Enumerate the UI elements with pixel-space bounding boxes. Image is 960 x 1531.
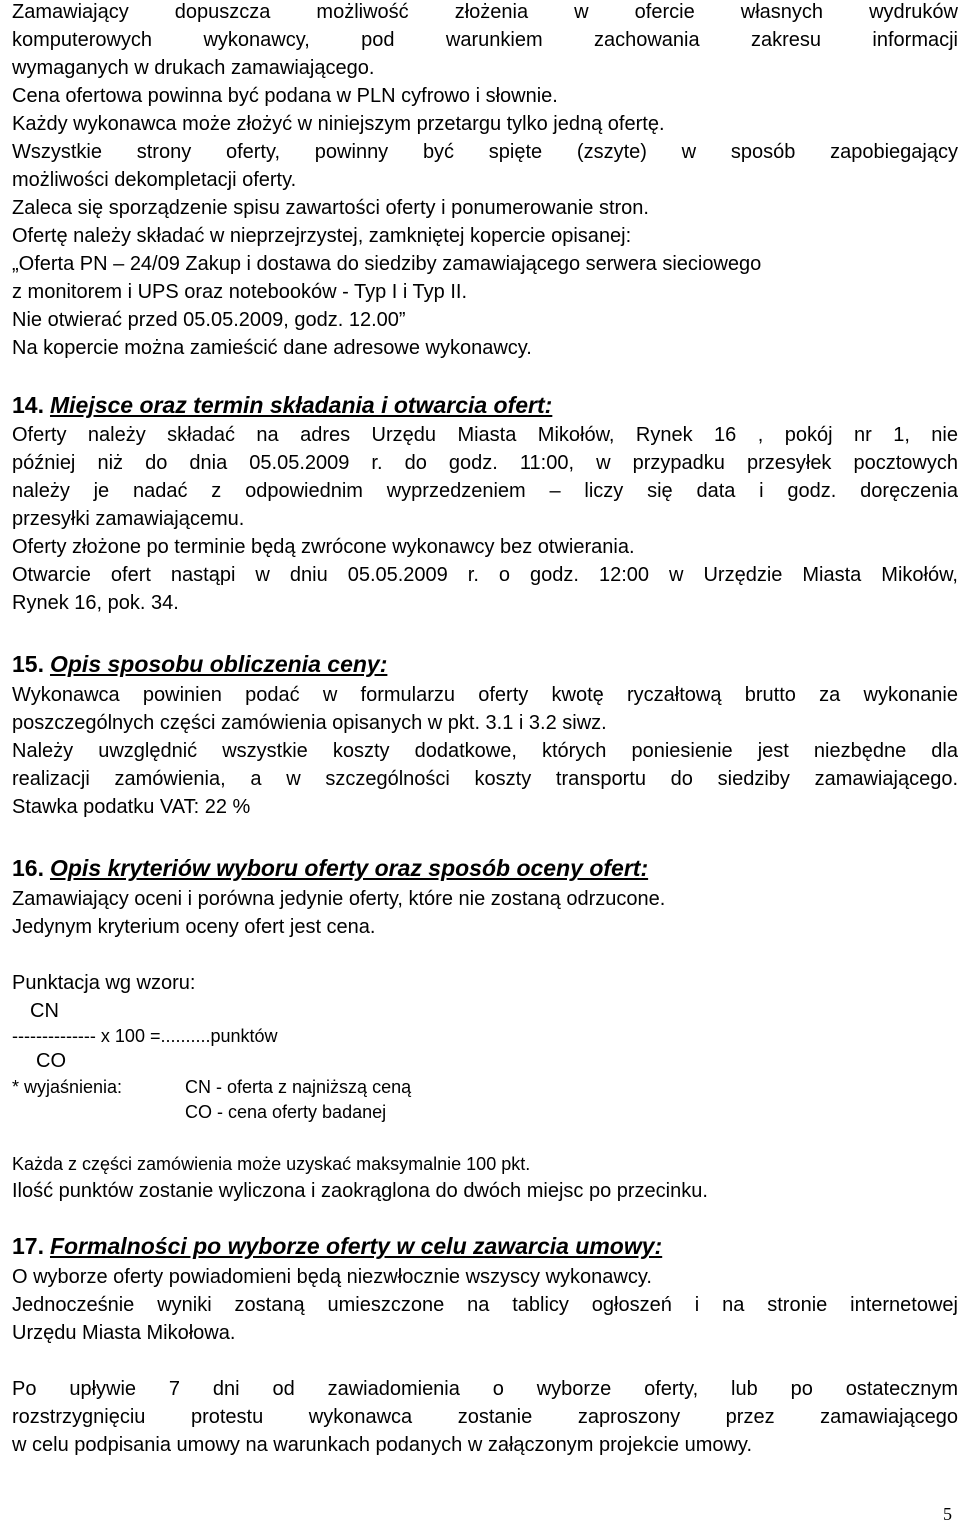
intro-line: komputerowych wykonawcy, pod warunkiem zachowania zakresu informacji [12, 29, 958, 51]
section-17-line: O wyborze oferty powiadomieni będą niezwłocznie wszyscy wykonawcy. [12, 1266, 652, 1288]
intro-line: Zaleca się sporządzenie spisu zawartości oferty i ponumerowanie stron. [12, 197, 649, 219]
section-14-line: należy je nadać z odpowiednim wyprzedzeniem – liczy się data i godz. doręczenia [12, 480, 958, 502]
section-17-line: rozstrzygnięciu protestu wykonawca zostanie zaproszony przez zamawiającego [12, 1406, 958, 1428]
scoring-note: Każda z części zamówienia może uzyskać maksymalnie 100 pkt. [12, 1154, 531, 1174]
explanation-cn: CN - oferta z najniższą ceną [185, 1077, 412, 1097]
section-title: Miejsce oraz termin składania i otwarcia ofert: [49, 392, 553, 418]
section-14-line: Rynek 16, pok. 34. [12, 592, 179, 614]
section-number: 17. [12, 1233, 44, 1259]
section-15-heading [12, 649, 958, 679]
intro-line: „Oferta PN – 24/09 Zakup i dostawa do siedziby zamawiającego serwera sieciowego [12, 253, 762, 275]
section-16-line: Zamawiający oceni i porówna jedynie oferty, które nie zostaną odrzucone. [12, 888, 666, 910]
section-16-line: Jedynym kryterium oceny ofert jest cena. [12, 916, 376, 938]
section-17-line: Jednocześnie wyniki zostaną umieszczone na tablicy ogłoszeń i na stronie internetowej [12, 1294, 958, 1316]
formula-denominator: CO [36, 1050, 66, 1072]
page-number: 5 [943, 1504, 952, 1524]
explanation-label: * wyjaśnienia: [12, 1077, 123, 1097]
intro-line: możliwości dekompletacji oferty. [12, 169, 297, 191]
section-15-line: poszczególnych części zamówienia opisanych w pkt. 3.1 i 3.2 siwz. [12, 712, 607, 734]
section-title: Opis kryteriów wyboru oferty oraz sposób oceny ofert: [49, 855, 649, 881]
intro-line: Wszystkie strony oferty, powinny być spięte (zszyte) w sposób zapobiegający [12, 141, 958, 163]
section-17-line: Urzędu Miasta Mikołowa. [12, 1322, 236, 1344]
section-17-line: Po upływie 7 dni od zawiadomienia o wyborze oferty, lub po ostatecznym [12, 1378, 958, 1400]
section-15-line: Stawka podatku VAT: 22 % [12, 796, 251, 818]
section-16-heading [12, 853, 958, 883]
section-14-line: Otwarcie ofert nastąpi w dniu 05.05.2009 r. o godz. 12:00 w Urzędzie Miasta Mikołów, [12, 564, 958, 586]
section-15-line: realizacji zamówienia, a w szczególności koszty transportu do siedziby zamawiającego. [12, 768, 958, 790]
section-title: Opis sposobu obliczenia ceny: [49, 651, 388, 677]
intro-line: Na kopercie można zamieścić dane adresowe wykonawcy. [12, 337, 532, 359]
formula-title: Punktacja wg wzoru: [12, 972, 196, 994]
section-14-line: przesyłki zamawiającemu. [12, 508, 245, 530]
section-number: 15. [12, 651, 44, 677]
intro-line: Ofertę należy składać w nieprzejrzystej, zamkniętej kopercie opisanej: [12, 225, 632, 247]
intro-line: Zamawiający dopuszcza możliwość złożenia w ofercie własnych wydruków [12, 1, 958, 23]
section-number: 16. [12, 855, 44, 881]
section-14-line: Oferty należy składać na adres Urzędu Miasta Mikołów, Rynek 16 , pokój nr 1, nie [12, 424, 958, 446]
section-title: Formalności po wyborze oferty w celu zawarcia umowy: [49, 1233, 663, 1259]
formula-fraction-line: -------------- x 100 =..........punktów [12, 1026, 278, 1046]
section-14-line: później niż do dnia 05.05.2009 r. do godz. 11:00, w przypadku przesyłek pocztowych [12, 452, 958, 474]
section-14-heading [12, 390, 958, 420]
intro-line: Cena ofertowa powinna być podana w PLN cyfrowo i słownie. [12, 85, 558, 107]
formula-numerator: CN [30, 1000, 59, 1022]
section-17-heading [12, 1231, 958, 1261]
rounding-note: Ilość punktów zostanie wyliczona i zaokrąglona do dwóch miejsc po przecinku. [12, 1180, 708, 1202]
intro-line: Nie otwierać przed 05.05.2009, godz. 12.00” [12, 309, 406, 331]
intro-line: z monitorem i UPS oraz notebooków - Typ I i Typ II. [12, 281, 468, 303]
intro-line: Każdy wykonawca może złożyć w niniejszym przetargu tylko jedną ofertę. [12, 113, 665, 135]
section-14-line: Oferty złożone po terminie będą zwrócone wykonawcy bez otwierania. [12, 536, 635, 558]
section-15-line: Należy uwzględnić wszystkie koszty dodatkowe, których poniesienie jest niezbędne dla [12, 740, 958, 762]
section-15-line: Wykonawca powinien podać w formularzu oferty kwotę ryczałtową brutto za wykonanie [12, 684, 958, 706]
intro-line: wymaganych w drukach zamawiającego. [12, 57, 375, 79]
section-number: 14. [12, 392, 44, 418]
section-17-line: w celu podpisania umowy na warunkach podanych w załączonym projekcie umowy. [12, 1434, 752, 1456]
explanation-co: CO - cena oferty badanej [185, 1102, 387, 1122]
